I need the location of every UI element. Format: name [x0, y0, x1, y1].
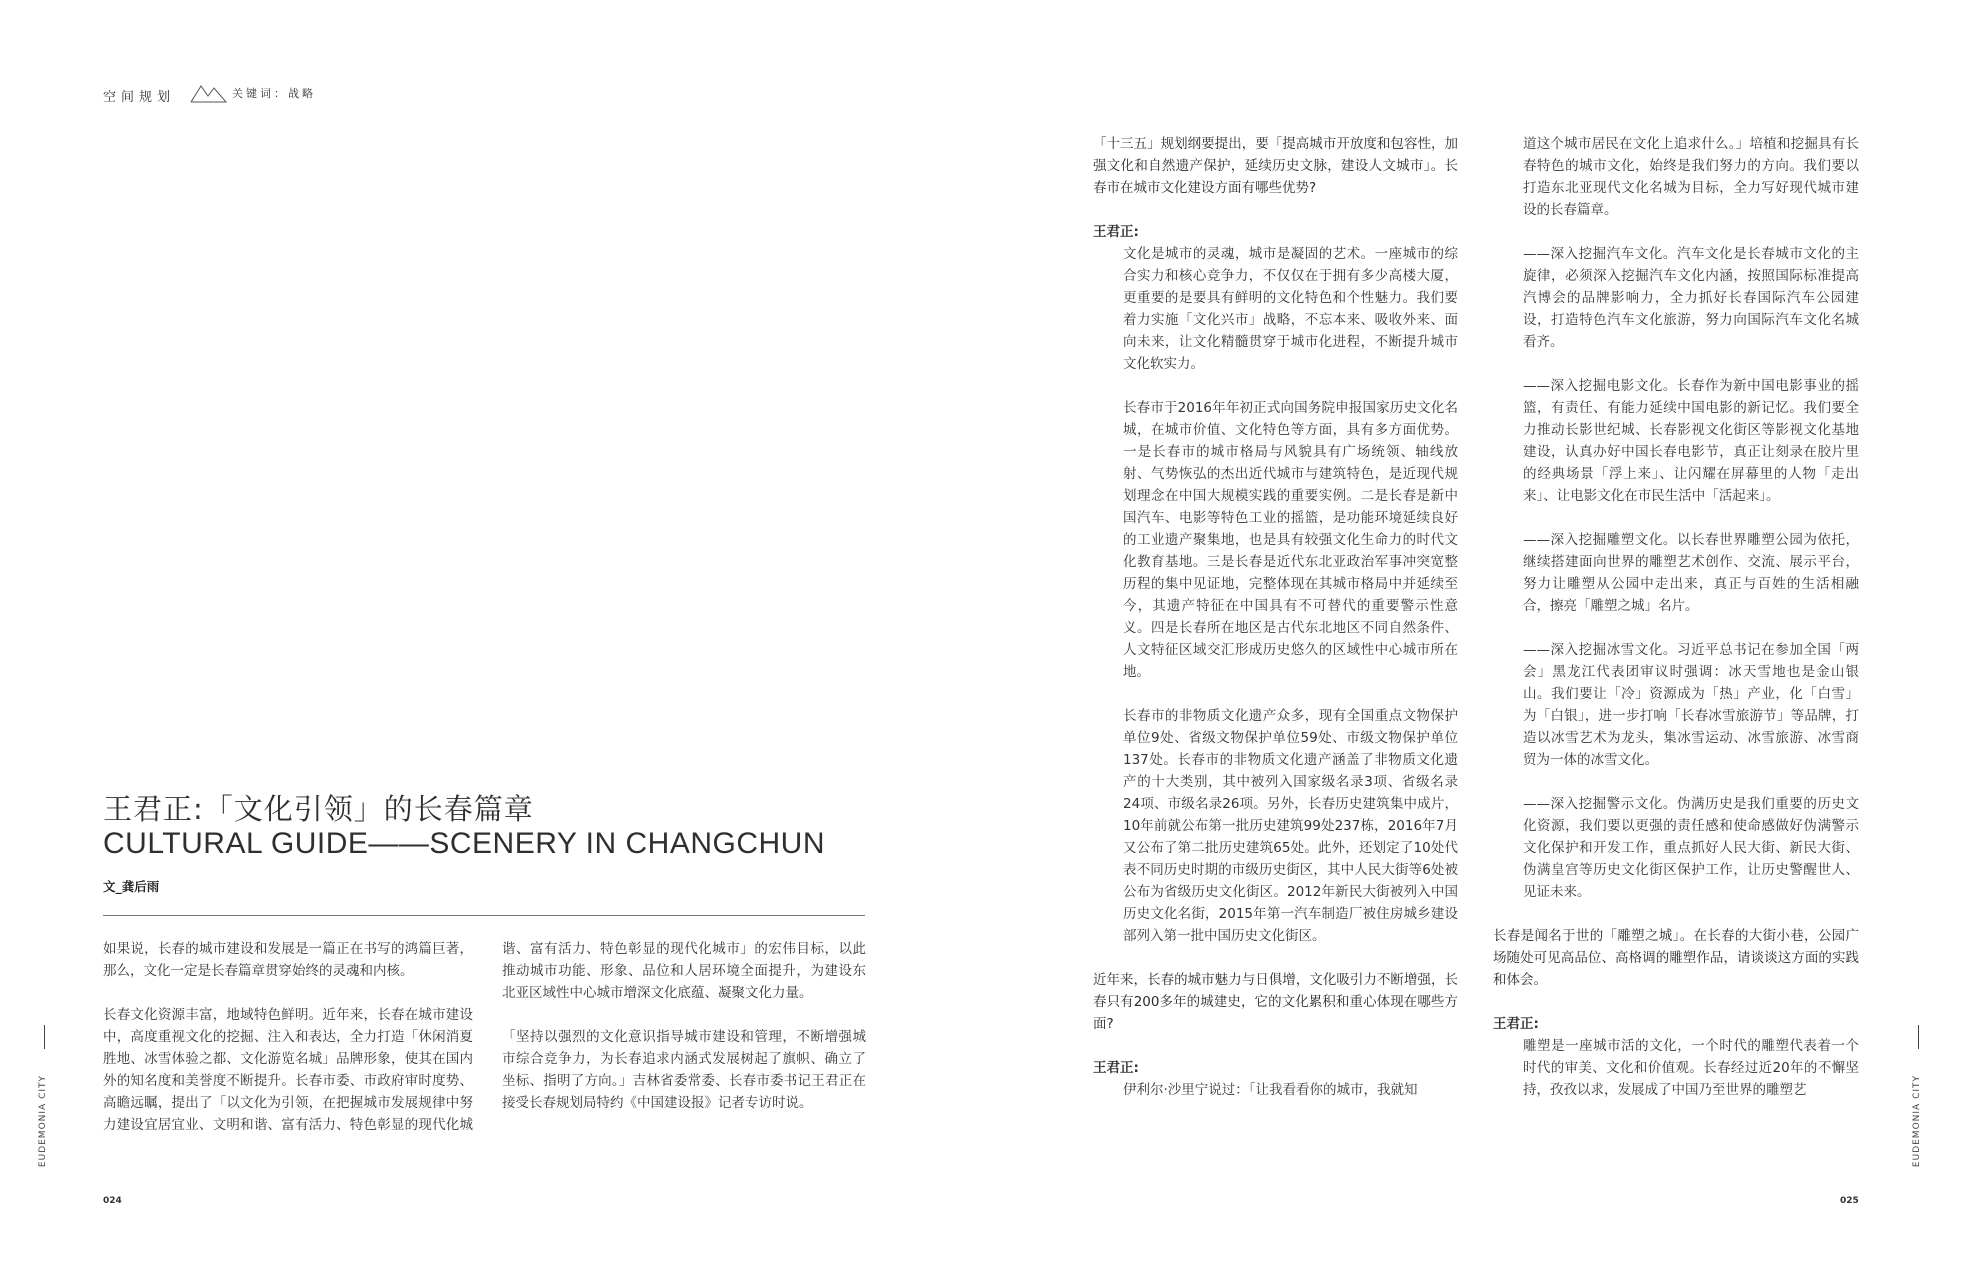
page-number-right: 025: [1840, 1196, 1859, 1206]
article-author: 文_龚后雨: [103, 879, 160, 894]
answer-paragraph: 道这个城市居民在文化上追求什么。」培植和挖掘具有长春特色的城市文化，始终是我们努力的方向。我们要以打造东北亚现代文化名城为目标，全力写好现代城市建设的长春篇章。: [1523, 136, 1859, 218]
speaker-label: 王君正:: [1093, 1060, 1139, 1076]
intro-paragraph: 「坚持以强烈的文化意识指导城市建设和管理，不断增强城市综合竞争力，为长春追求内涵式发展树起了旗帜、确立了坐标、指明了方向。」吉林省委常委、长春市委书记王君正在接受长春规划局特约《中国建设报》记者专访时说。: [502, 1029, 866, 1111]
answer-paragraph: 伊利尔·沙里宁说过：「让我看看你的城市，我就知: [1123, 1082, 1418, 1098]
answer-2: [1093, 1079, 1458, 1101]
interview-column-1: [1093, 133, 1458, 1123]
dash-item: ——深入挖掘汽车文化。汽车文化是长春城市文化的主旋律，必须深入挖掘汽车文化内涵，按照国际标准提高汽博会的品牌影响力，全力抓好长春国际汽车公园建设，打造特色汽车文化旅游，努力向国际汽车文化名城看齐。: [1523, 246, 1859, 350]
question-1: 「十三五」规划纲要提出，要「提高城市开放度和包容性，加强文化和自然遗产保护，延续历史文脉，建设人文城市」。长春市在城市文化建设方面有哪些优势?: [1093, 136, 1458, 196]
dash-item: ——深入挖掘冰雪文化。习近平总书记在参加全国「两会」黑龙江代表团审议时强调：冰天雪地也是金山银山。我们要让「冷」资源成为「热」产业，化「白雪」为「白银」，进一步打响「长春冰雪旅游节」等品牌，打造以冰雪艺术为龙头，集冰雪运动、冰雪旅游、冰雪商贸为一体的冰雪文化。: [1523, 642, 1859, 768]
intro-paragraph: 长春文化资源丰富，地域特色鲜明。近年来，长春在城市建设中，高度重视文化的挖掘、注入和表达，全力打造「休闲消夏胜地、冰雪体验之都、文化游览名城」品牌形象，使其在国内外的知名度和美誉度不断提升。长春市委、市政府审时度势、高瞻远瞩，提出了「以文化为引领，在把握城市发展规律中努力建设宜居宜业、文明和谐、富有活力、特色彰显的现代化城: [103, 1007, 473, 1133]
intro-column-1: [103, 938, 473, 1158]
page-number-left: 024: [103, 1196, 122, 1206]
dash-item: ——深入挖掘雕塑文化。以长春世界雕塑公园为依托，继续搭建面向世界的雕塑艺术创作、交流、展示平台，努力让雕塑从公园中走出来，真正与百姓的生活相融合，擦亮「雕塑之城」名片。: [1523, 532, 1859, 614]
speaker-label: 王君正:: [1493, 1016, 1539, 1032]
answer-2-continued: [1493, 133, 1859, 903]
dash-item: ——深入挖掘电影文化。长春作为新中国电影事业的摇篮，有责任、有能力延续中国电影的新记忆。我们要全力推动长影世纪城、长春影视文化街区等影视文化基地建设，认真办好中国长春电影节，真正让刻录在胶片里的经典场景「浮上来」、让闪耀在屏幕里的人物「走出来」、让电影文化在市民生活中「活起来」。: [1523, 378, 1859, 504]
section-label: 空间规划: [103, 90, 176, 105]
mountain-logo-icon: [190, 82, 232, 108]
article-title-en: CULTURAL GUIDE——SCENERY IN CHANGCHUN: [103, 827, 825, 860]
answer-1: [1093, 243, 1458, 947]
article-title-cn: 王君正:「文化引领」的长春篇章: [103, 792, 534, 826]
answer-paragraph: 长春市的非物质文化遗产众多，现有全国重点文物保护单位9处、省级文物保护单位59处、市级文物保护单位137处。长春市的非物质文化遗产涵盖了非物质文化遗产的十大类别，其中被列入国家级名录3项、省级名录24项、市级名录26项。另外，长春历史建筑集中成片，10年前就公布第一批历史建筑99处237栋，2016年7月又公布了第二批历史建筑65处。此外，还划定了10处代表不同历史时期的市级历史街区，其中人民大街等6处被公布为省级历史文化街区。2012年新民大街被列入中国历史文化名街，2015年第一汽车制造厂被住房城乡建设部列入第一批中国历史文化街区。: [1123, 708, 1458, 944]
answer-paragraph: 长春市于2016年年初正式向国务院申报国家历史文化名城，在城市价值、文化特色等方面，具有多方面优势。一是长春市的城市格局与风貌具有广场统领、轴线放射、气势恢弘的杰出近代城市与建筑特色，是近现代规划理念在中国大规模实践的重要实例。二是长春是新中国汽车、电影等特色工业的摇篮，是功能环境延续良好的工业遗产聚集地，也是具有较强文化生命力的时代文化教育基地。三是长春是近代东北亚政治军事冲突宽整历程的集中见证地，完整体现在其城市格局中并延续至今，其遗产特征在中国具有不可替代的重要警示性意义。四是长春所在地区是古代东北地区不同自然条件、人文特征区域交汇形成历史悠久的区域性中心城市所在地。: [1123, 400, 1458, 680]
intro-paragraph: 如果说，长春的城市建设和发展是一篇正在书写的鸿篇巨著，那么，文化一定是长春篇章贯穿始终的灵魂和内核。: [103, 941, 473, 979]
side-tick-right: [1918, 1025, 1919, 1049]
question-2: 近年来，长春的城市魅力与日俱增，文化吸引力不断增强，长春只有200多年的城建史，它的文化累积和重心体现在哪些方面?: [1093, 972, 1458, 1032]
side-label-left: EUDEMONIA CITY: [38, 1075, 48, 1168]
intro-continuation: 谐、富有活力、特色彰显的现代化城市」的宏伟目标，以此推动城市功能、形象、品位和人居环境全面提升，为建设东北亚区域性中心城市增深文化底蕴、凝聚文化力量。: [502, 941, 866, 1001]
answer-paragraph: 文化是城市的灵魂，城市是凝固的艺术。一座城市的综合实力和核心竞争力，不仅仅在于拥有多少高楼大厦，更重要的是要具有鲜明的文化特色和个性魅力。我们要着力实施「文化兴市」战略，不忘本来、吸收外来、面向未来，让文化精髓贯穿于城市化进程，不断提升城市文化软实力。: [1123, 246, 1458, 372]
keywords-label: 关键词：战略: [232, 87, 316, 100]
question-3: 长春是闻名于世的「雕塑之城」。在长春的大街小巷，公园广场随处可见高品位、高格调的雕塑作品，请谈谈这方面的实践和体会。: [1493, 928, 1859, 988]
side-label-right: EUDEMONIA CITY: [1912, 1075, 1922, 1168]
title-divider: [103, 915, 865, 916]
speaker-label: 王君正:: [1093, 224, 1139, 240]
answer-paragraph: 雕塑是一座城市活的文化，一个时代的雕塑代表着一个时代的审美、文化和价值观。长春经过近20年的不懈坚持，孜孜以求，发展成了中国乃至世界的雕塑艺: [1523, 1038, 1859, 1098]
intro-column-2: [502, 938, 866, 1136]
interview-column-2: [1493, 133, 1859, 1123]
dash-item: ——深入挖掘警示文化。伪满历史是我们重要的历史文化资源，我们要以更强的责任感和使命感做好伪满警示文化保护和开发工作，重点抓好人民大街、新民大街、伪满皇宫等历史文化街区保护工作，让历史警醒世人、见证未来。: [1523, 796, 1859, 900]
intro-paragraph: [502, 938, 866, 1004]
side-tick-left: [44, 1025, 45, 1049]
answer-3: [1493, 1035, 1859, 1101]
